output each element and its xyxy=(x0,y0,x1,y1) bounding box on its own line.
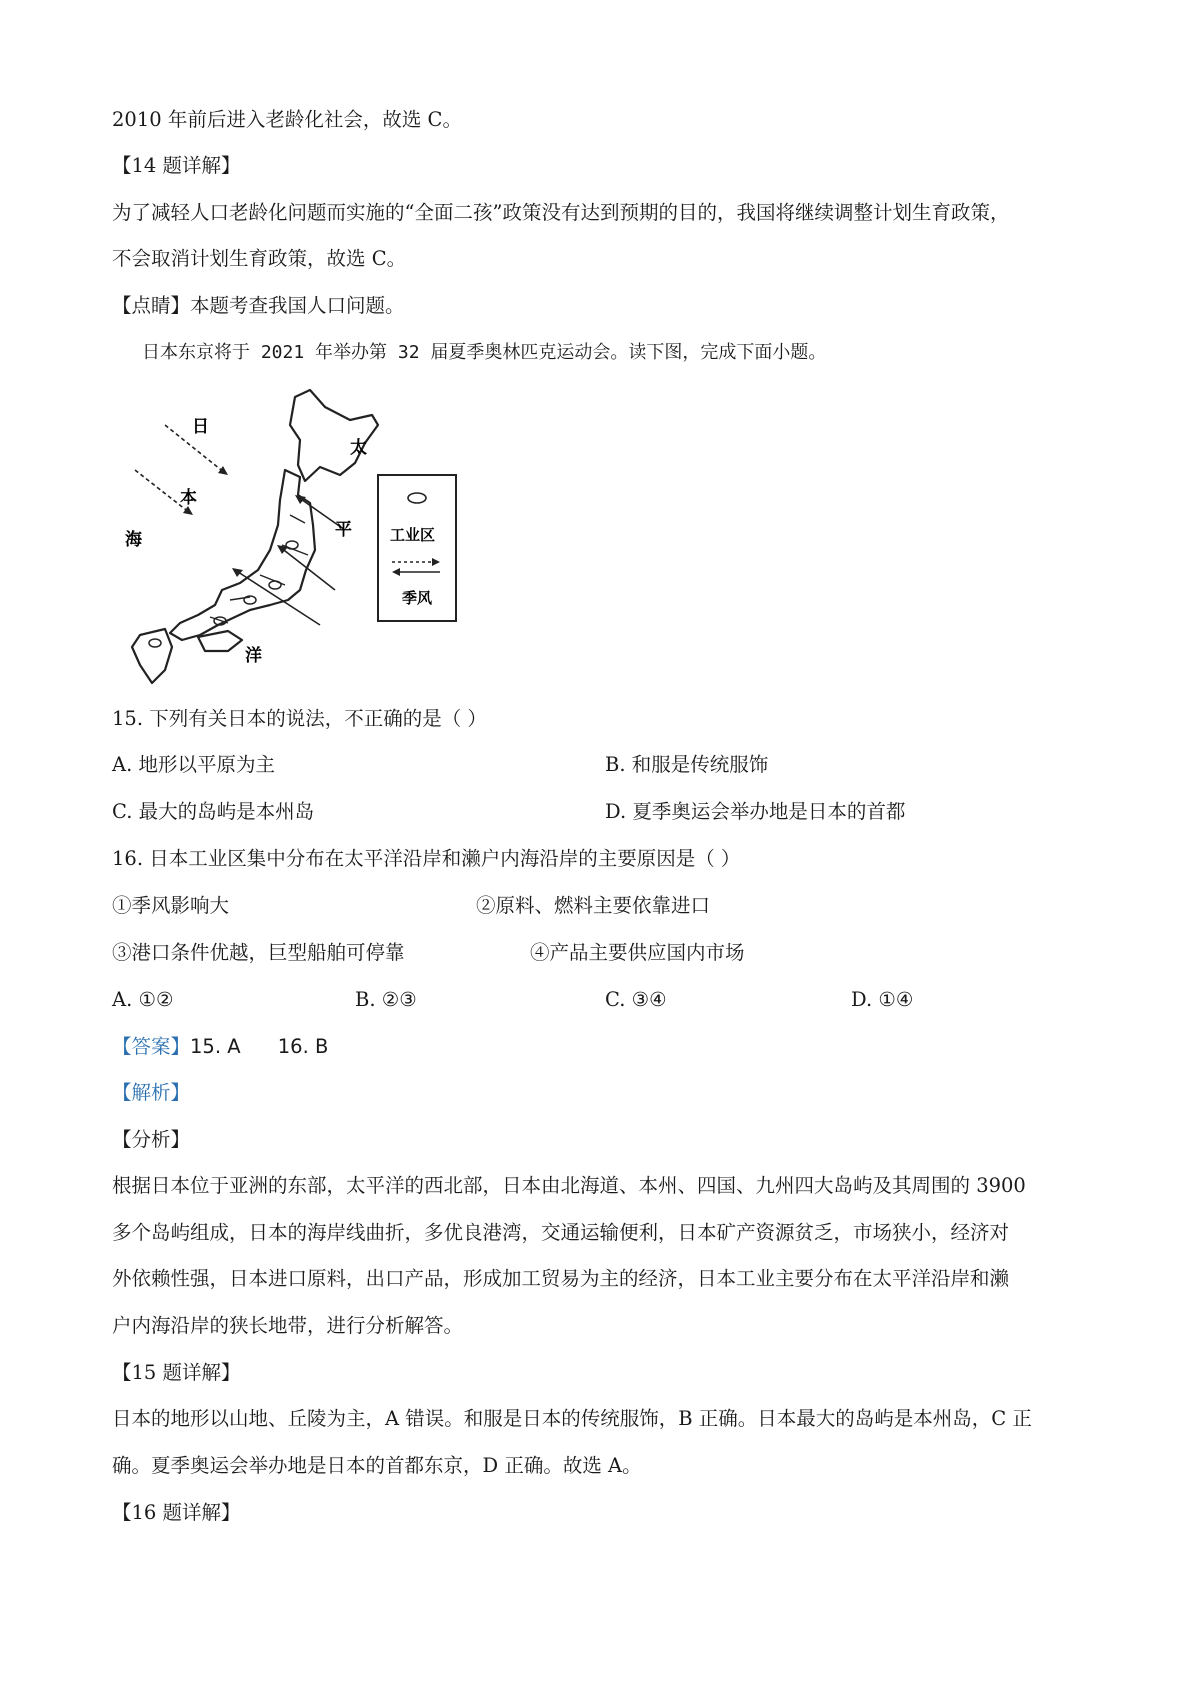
map-legend xyxy=(378,475,456,621)
japan-map xyxy=(110,385,470,685)
jiexi-heading: 【解析】 xyxy=(112,1081,191,1104)
q14-detail-line-2: 不会取消计划生育政策，故选 C。 xyxy=(112,247,407,270)
kyushu-outline xyxy=(132,629,172,683)
analysis-line-3: 外依赖性强，日本进口原料，出口产品，形成加工贸易为主的经济，日本工业主要分布在太平洋沿岸和濑 xyxy=(112,1267,1010,1290)
answer-label: 【答案】 xyxy=(112,1035,191,1058)
q14-detail-heading: 【14 题详解】 xyxy=(112,154,241,177)
legend-industrial-label: 工业区 xyxy=(390,526,436,544)
shikoku-outline xyxy=(198,631,242,651)
q15-option-d: D. 夏季奥运会举办地是日本的首都 xyxy=(605,800,906,823)
analysis-line-2: 多个岛屿组成，日本的海岸线曲折，多优良港湾，交通运输便利，日本矿产资源贫乏，市场狭小，经济对 xyxy=(112,1221,1010,1244)
q16-statement-3: ③港口条件优越，巨型船舶可停靠 xyxy=(112,941,405,964)
dianjing-note: 【点睛】本题考查我国人口问题。 xyxy=(112,294,405,317)
q16-statement-2: ②原料、燃料主要依靠进口 xyxy=(476,894,711,917)
material-intro: 日本东京将于 2021 年举办第 32 届夏季奥林匹克运动会。读下图，完成下面小题。 xyxy=(142,342,827,363)
q16-option-c: C. ③④ xyxy=(605,988,667,1011)
q14-detail-line-1: 为了减轻人口老龄化问题而实施的“全面二孩”政策没有达到预期的目的，我国将继续调整计划生育政策， xyxy=(112,201,1010,224)
sea-label-ben: 本 xyxy=(180,488,197,508)
q15-option-b: B. 和服是传统服饰 xyxy=(605,753,769,776)
q15-detail-line-1: 日本的地形以山地、丘陵为主，A 错误。和服是日本的传统服饰，B 正确。日本最大的岛屿是本州岛，C 正 xyxy=(112,1407,1032,1430)
q16-option-a: A. ①② xyxy=(112,988,174,1011)
fenxi-heading: 【分析】 xyxy=(112,1128,191,1151)
analysis-line-1: 根据日本位于亚洲的东部，太平洋的西北部，日本由北海道、本州、四国、九州四大岛屿及其周围的 3900 xyxy=(112,1174,1026,1197)
q16-detail-heading: 【16 题详解】 xyxy=(112,1501,241,1524)
q16-statement-4: ④产品主要供应国内市场 xyxy=(530,941,745,964)
analysis-line-4: 户内海沿岸的狭长地带，进行分析解答。 xyxy=(112,1314,464,1337)
q15-detail-line-2: 确。夏季奥运会举办地是日本的首都东京，D 正确。故选 A。 xyxy=(112,1454,642,1477)
ocean-label-ping: 平 xyxy=(335,520,352,540)
legend-monsoon-label: 季风 xyxy=(402,589,433,607)
sea-label-hai: 海 xyxy=(125,530,142,550)
q16-option-d: D. ①④ xyxy=(851,988,914,1011)
answer-line xyxy=(112,1034,328,1060)
ocean-label-tai: 太 xyxy=(350,438,367,458)
ocean-label-yang: 洋 xyxy=(245,646,262,666)
q15-detail-heading: 【15 题详解】 xyxy=(112,1361,241,1384)
hokkaido-outline xyxy=(290,390,378,481)
q16-option-b: B. ②③ xyxy=(355,988,417,1011)
q15-option-a: A. 地形以平原为主 xyxy=(112,753,275,776)
q15-option-c: C. 最大的岛屿是本州岛 xyxy=(112,800,315,823)
q16-stem: 16. 日本工业区集中分布在太平洋沿岸和濑户内海沿岸的主要原因是（ ） xyxy=(112,847,741,870)
doc-line-1: 2010 年前后进入老龄化社会，故选 C。 xyxy=(112,108,462,131)
q16-statement-1: ①季风影响大 xyxy=(112,894,230,917)
sea-label-ri: 日 xyxy=(192,417,209,437)
answer-value: 15. A 16. B xyxy=(190,1035,329,1058)
q15-stem: 15. 下列有关日本的说法，不正确的是（ ） xyxy=(112,707,487,730)
